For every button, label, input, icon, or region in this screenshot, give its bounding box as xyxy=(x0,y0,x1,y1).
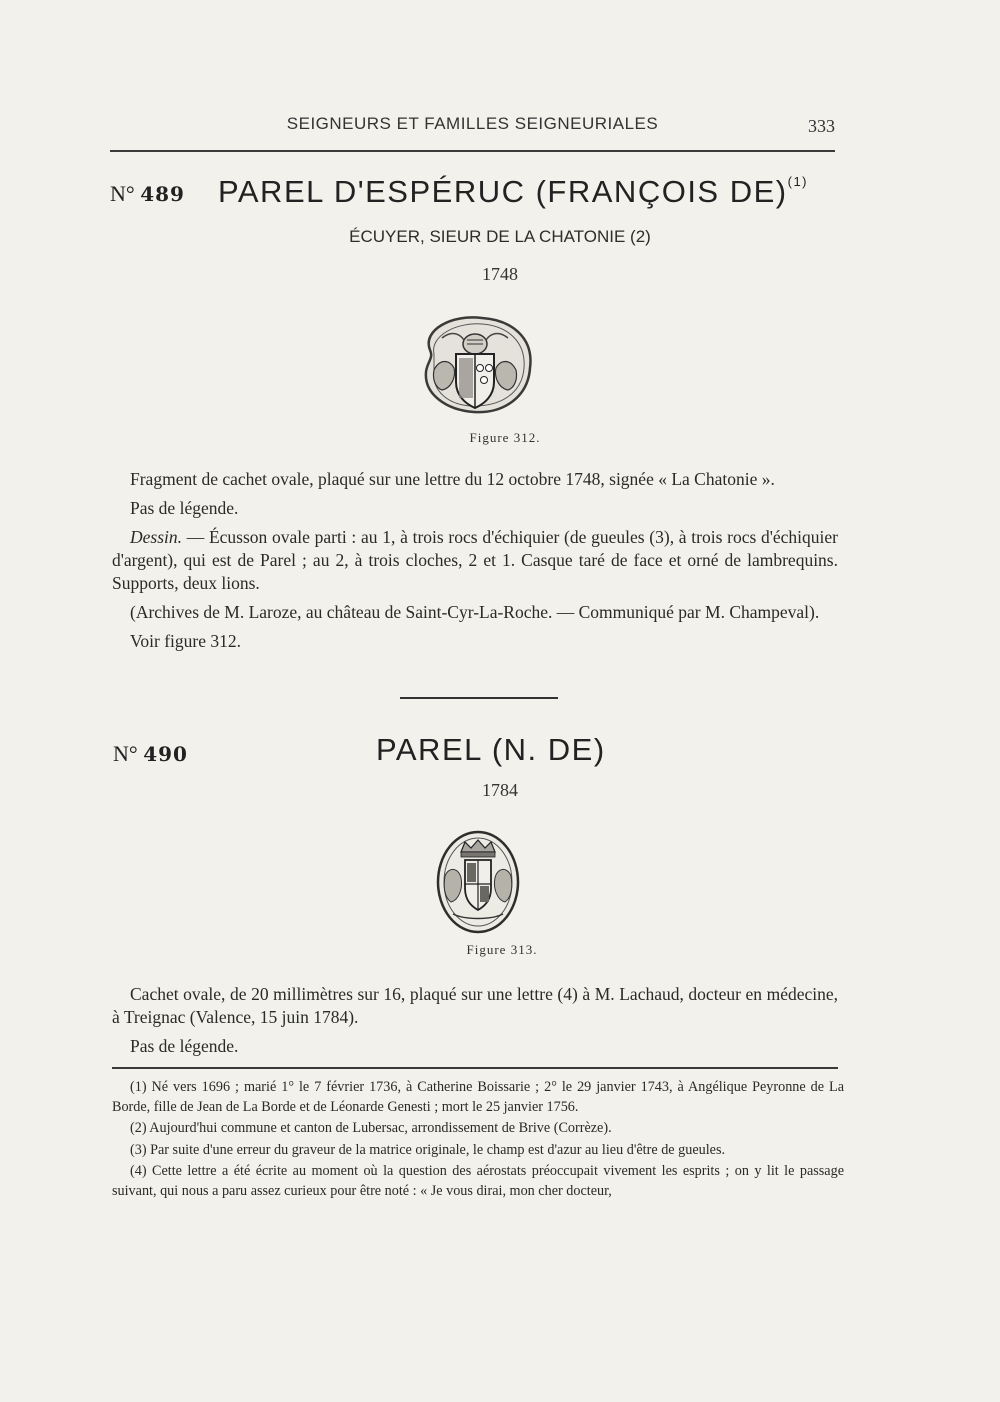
number-prefix: N° xyxy=(110,181,135,206)
entry-number: 489 xyxy=(140,182,185,206)
dessin-text: — Écusson ovale parti : au 1, à trois rocs d'échiquier (de gueules (3), à trois rocs d'échiquier d'argent), qui est de Parel ; au 2, à trois cloches, 2 et 1. Casque taré de face et orné de lambrequins. Supports, deux lions. xyxy=(112,527,839,593)
entry-490-number xyxy=(113,741,188,767)
seal-figure-312 xyxy=(412,310,537,425)
footnotes xyxy=(112,1078,844,1203)
section-separator xyxy=(400,697,558,699)
paragraph xyxy=(112,526,838,595)
entry-489-subtitle: ÉCUYER, SIEUR DE LA CHATONIE (2) xyxy=(349,227,651,246)
entry-490-body xyxy=(112,983,838,1064)
number-prefix: N° xyxy=(113,741,138,766)
paragraph: Pas de légende. xyxy=(130,498,239,518)
entry-490-title: PAREL (N. DE) xyxy=(376,732,606,767)
entry-489-body xyxy=(112,468,838,659)
footnote-1: (1) Né vers 1696 ; marié 1° le 7 février 1736, à Catherine Boissarie ; 2° le 29 janvier 1743, à Angélique Peyronne de La Borde, fille de Jean de La Borde et de Léonarde Genesti ; mort le 25 janvier 1756. xyxy=(112,1079,844,1115)
running-head: SEIGNEURS ET FAMILLES SEIGNEURIALES xyxy=(286,114,659,133)
entry-489-number xyxy=(110,181,185,207)
figure-313-caption: Figure 313. xyxy=(466,942,538,957)
title-text: PAREL D'ESPÉRUC (FRANÇOIS DE) xyxy=(218,174,788,209)
figure-312-caption: Figure 312. xyxy=(469,430,541,445)
entry-number: 490 xyxy=(143,742,188,766)
title-footnote-ref: (1) xyxy=(787,174,808,189)
paragraph: Cachet ovale, de 20 millimètres sur 16, plaqué sur une lettre (4) à M. Lachaud, docteur en médecine, à Treignac (Valence, 15 juin 1784). xyxy=(112,984,838,1027)
paragraph: (Archives de M. Laroze, au château de Saint-Cyr-La-Roche. — Communiqué par M. Champeval). xyxy=(130,602,820,622)
paragraph: Voir figure 312. xyxy=(130,631,241,651)
page-number: 333 xyxy=(808,116,835,136)
footnote-rule xyxy=(112,1067,838,1069)
entry-490-year: 1784 xyxy=(482,780,518,800)
footnote-2: (2) Aujourd'hui commune et canton de Lubersac, arrondissement de Brive (Corrèze). xyxy=(130,1120,612,1136)
entry-489-year: 1748 xyxy=(482,264,518,284)
paragraph: Fragment de cachet ovale, plaqué sur une lettre du 12 octobre 1748, signée « La Chatonie ». xyxy=(130,469,775,489)
header-rule xyxy=(110,150,835,152)
footnote-4: (4) Cette lettre a été écrite au moment où la question des aérostats préoccupait vivement les esprits ; on y lit le passage suivant, qui nous a paru assez curieux pour être noté : « Je vous dirai, mon cher docteur, xyxy=(112,1163,844,1199)
seal-figure-313 xyxy=(433,826,523,938)
paragraph: Pas de légende. xyxy=(130,1036,239,1056)
entry-489-title xyxy=(218,174,808,210)
footnote-3: (3) Par suite d'une erreur du graveur de la matrice originale, le champ est d'azur au lieu d'être de gueules. xyxy=(130,1141,726,1158)
dessin-label: Dessin. xyxy=(130,527,183,547)
